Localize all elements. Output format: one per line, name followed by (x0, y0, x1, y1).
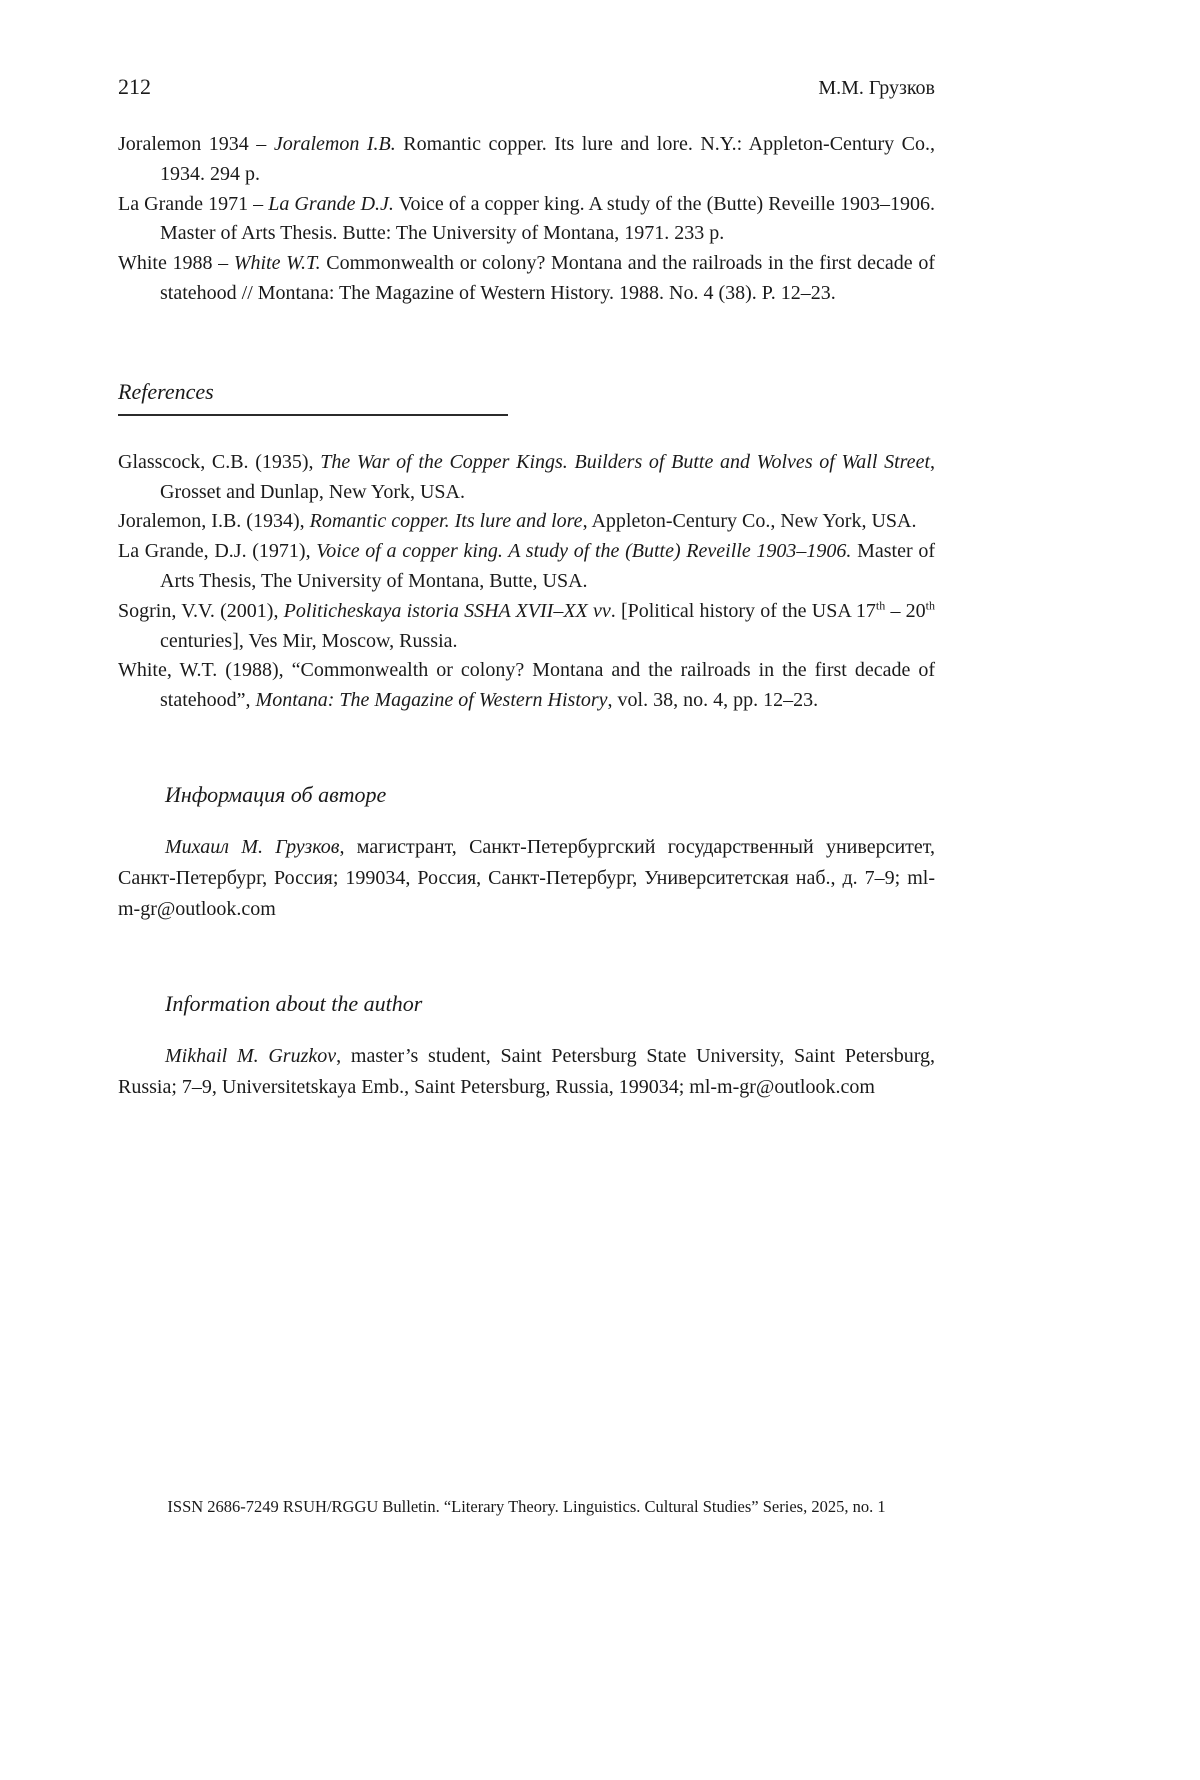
reference-entry: Sogrin, V.V. (2001), Politicheskaya istoria SSHA XVII–XX vv. [Political history of the USA 17th – 20th centuries], Ves Mir, Moscow, Russia. (118, 598, 936, 652)
author-info-ru-heading: Информация об авторе (165, 781, 387, 807)
running-head-author: М.М. Грузков (818, 77, 935, 99)
author-info-en-heading: Information about the author (165, 990, 423, 1016)
reference-entry: La Grande, D.J. (1971), Voice of a copper king. A study of the (Butte) Reveille 1903–1906. Master of Arts Thesis, The University of Montana, Butte, USA. (118, 540, 935, 592)
footer-issn-line: ISSN 2686-7249 RSUH/RGGU Bulletin. “Literary Theory. Linguistics. Cultural Studies” Series, 2025, no. 1 (167, 1497, 886, 1516)
bibliography-list (118, 130, 935, 309)
author-info-en-paragraph: Mikhail M. Gruzkov, master’s student, Saint Petersburg State University, Saint Petersburg, Russia; 7–9, Universitetskaya Emb., Saint Petersburg, Russia, 199034; ml-m-gr@outlook.com (118, 1044, 935, 1098)
references-section (118, 379, 935, 716)
author-info-ru-paragraph: Михаил М. Грузков, магистрант, Санкт-Петербургский государственный университет, Санкт-Петербург, Россия; 199034, Россия, Санкт-Петербург, Университетская наб., д. 7–9; ml-m-gr@outlook.com (118, 835, 936, 920)
bibliography-entry: La Grande 1971 – La Grande D.J. Voice of a copper king. A study of the (Butte) Reveille 1903–1906. Master of Arts Thesis. Butte: The University of Montana, 1971. 233 p. (118, 192, 935, 245)
bibliography-entry: Joralemon 1934 – Joralemon I.B. Romantic copper. Its lure and lore. N.Y.: Appleton-Century Co., 1934. 294 p. (118, 133, 935, 185)
references-heading: References (118, 378, 214, 404)
page-number: 212 (118, 74, 151, 99)
author-info-ru-section (118, 782, 935, 925)
author-info-en-section (118, 991, 935, 1103)
reference-entry: White, W.T. (1988), “Commonwealth or colony? Montana and the railroads in the first decade of statehood”, Montana: The Magazine of Western History, vol. 38, no. 4, pp. 12–23. (118, 659, 935, 712)
references-list (118, 448, 935, 716)
references-heading-block (118, 379, 508, 416)
bibliography-entry: White 1988 – White W.T. Commonwealth or colony? Montana and the railroads in the first decade of statehood // Montana: The Magazine of Western History. 1988. No. 4 (38). P. 12–23. (118, 252, 935, 304)
reference-entry: Glasscock, C.B. (1935), The War of the Copper Kings. Builders of Butte and Wolves of Wall Street, Grosset and Dunlap, New York, USA. (118, 450, 935, 503)
running-header (118, 74, 935, 100)
reference-entry: Joralemon, I.B. (1934), Romantic copper. Its lure and lore, Appleton-Century Co., New York, USA. (118, 510, 917, 533)
